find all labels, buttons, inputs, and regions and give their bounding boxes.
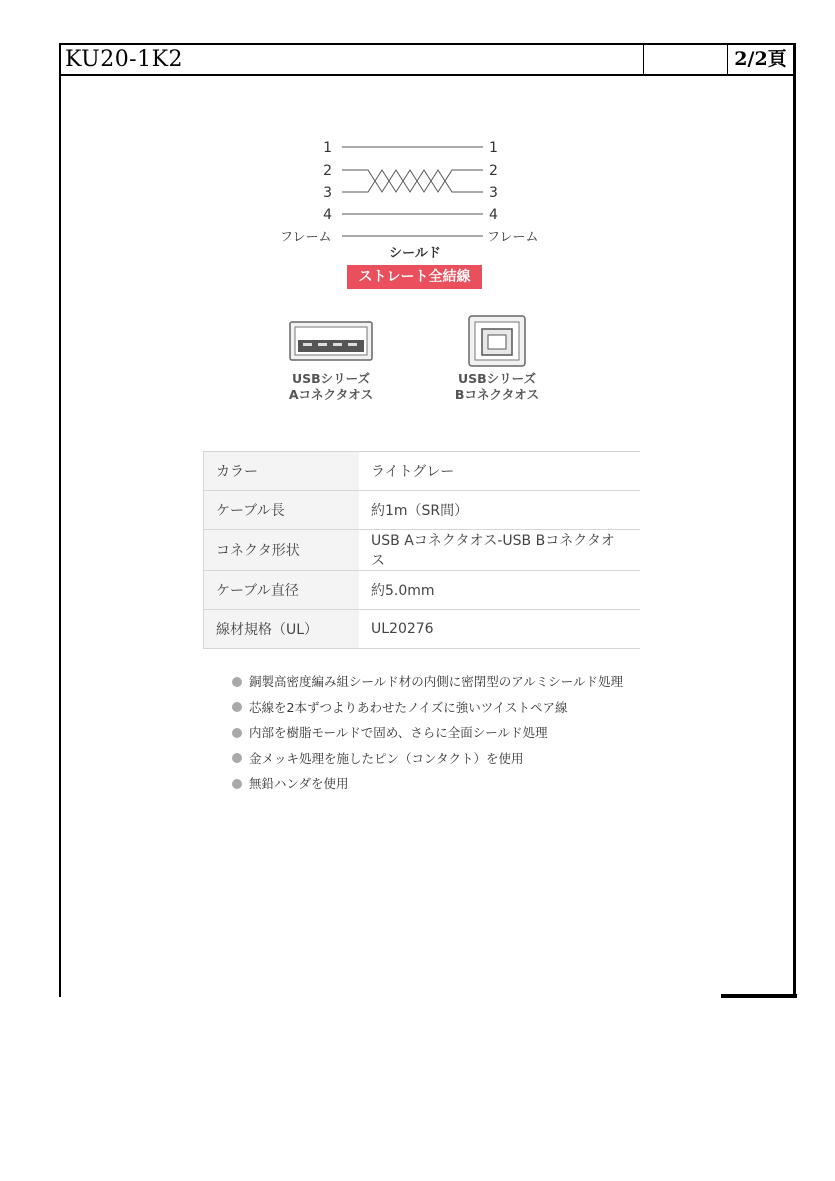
frame-label-right: フレーム — [487, 230, 539, 245]
spec-label: コネクタ形状 — [204, 530, 360, 571]
feature-text: 内部を樹脂モールドで固め、さらに全面シールド処理 — [249, 725, 548, 740]
connector-a-label — [271, 371, 391, 403]
list-item — [232, 695, 623, 721]
spec-label: ケーブル長 — [204, 491, 360, 530]
list-item — [232, 746, 623, 772]
bullet-icon — [232, 702, 242, 712]
spec-label: ケーブル直径 — [204, 571, 360, 610]
spec-label: カラー — [204, 452, 360, 491]
feature-text: 無鉛ハンダを使用 — [249, 776, 349, 791]
page-number: 2/2頁 — [734, 48, 787, 70]
right-pin-3: 3 — [489, 185, 498, 201]
right-pin-4: 4 — [489, 207, 498, 223]
document-header — [59, 43, 796, 76]
right-pin-1: 1 — [489, 140, 498, 156]
spec-label: 線材規格（UL） — [204, 610, 360, 649]
spec-value: UL20276 — [359, 610, 640, 649]
connector-b-type: Bコネクタオス — [454, 387, 540, 402]
feature-text: 金メッキ処理を施したピン（コンタクト）を使用 — [249, 750, 524, 766]
left-pin-2: 2 — [323, 163, 332, 179]
table-row — [204, 530, 641, 571]
connector-b-label — [437, 371, 557, 403]
right-pin-2: 2 — [489, 163, 498, 179]
spec-value: USB Aコネクタオス-USB Bコネクタオス — [359, 530, 640, 571]
spec-value: 約5.0mm — [359, 571, 640, 610]
spec-table — [203, 451, 640, 649]
left-pin-1: 1 — [323, 140, 332, 156]
connector-a-type: Aコネクタオス — [288, 387, 374, 402]
list-item — [232, 669, 623, 695]
frame-label-left: フレーム — [280, 230, 332, 245]
wiring-diagram — [280, 133, 550, 263]
table-row — [204, 571, 641, 610]
bullet-icon — [232, 779, 242, 789]
list-item — [232, 720, 623, 746]
table-row — [204, 452, 641, 491]
table-row — [204, 491, 641, 530]
usb-a-connector-icon — [289, 321, 373, 361]
left-pin-3: 3 — [323, 185, 332, 201]
bullet-icon — [232, 753, 242, 763]
left-pin-4: 4 — [323, 207, 332, 223]
model-code: KU20-1K2 — [61, 45, 644, 74]
spec-value: 約1m（SR間） — [359, 491, 640, 530]
usb-b-connector-icon — [468, 315, 526, 367]
feature-text: 銅製高密度編み組シールド材の内側に密閉型のアルミシールド処理 — [249, 674, 624, 689]
feature-list — [232, 669, 623, 797]
bullet-icon — [232, 728, 242, 738]
table-row — [204, 610, 641, 649]
shield-label: シールド — [389, 246, 441, 261]
list-item — [232, 771, 623, 797]
straight-wiring-badge: ストレート全結線 — [347, 265, 482, 289]
header-blank-cell — [644, 45, 728, 74]
connector-b-series: USBシリーズ — [457, 371, 537, 386]
spec-value: ライトグレー — [359, 452, 640, 491]
bullet-icon — [232, 677, 242, 687]
feature-text: 芯線を2本ずつよりあわせたノイズに強いツイストペア線 — [249, 699, 568, 715]
frame-bottom-bar — [721, 994, 797, 998]
connector-a-series: USBシリーズ — [291, 371, 371, 386]
